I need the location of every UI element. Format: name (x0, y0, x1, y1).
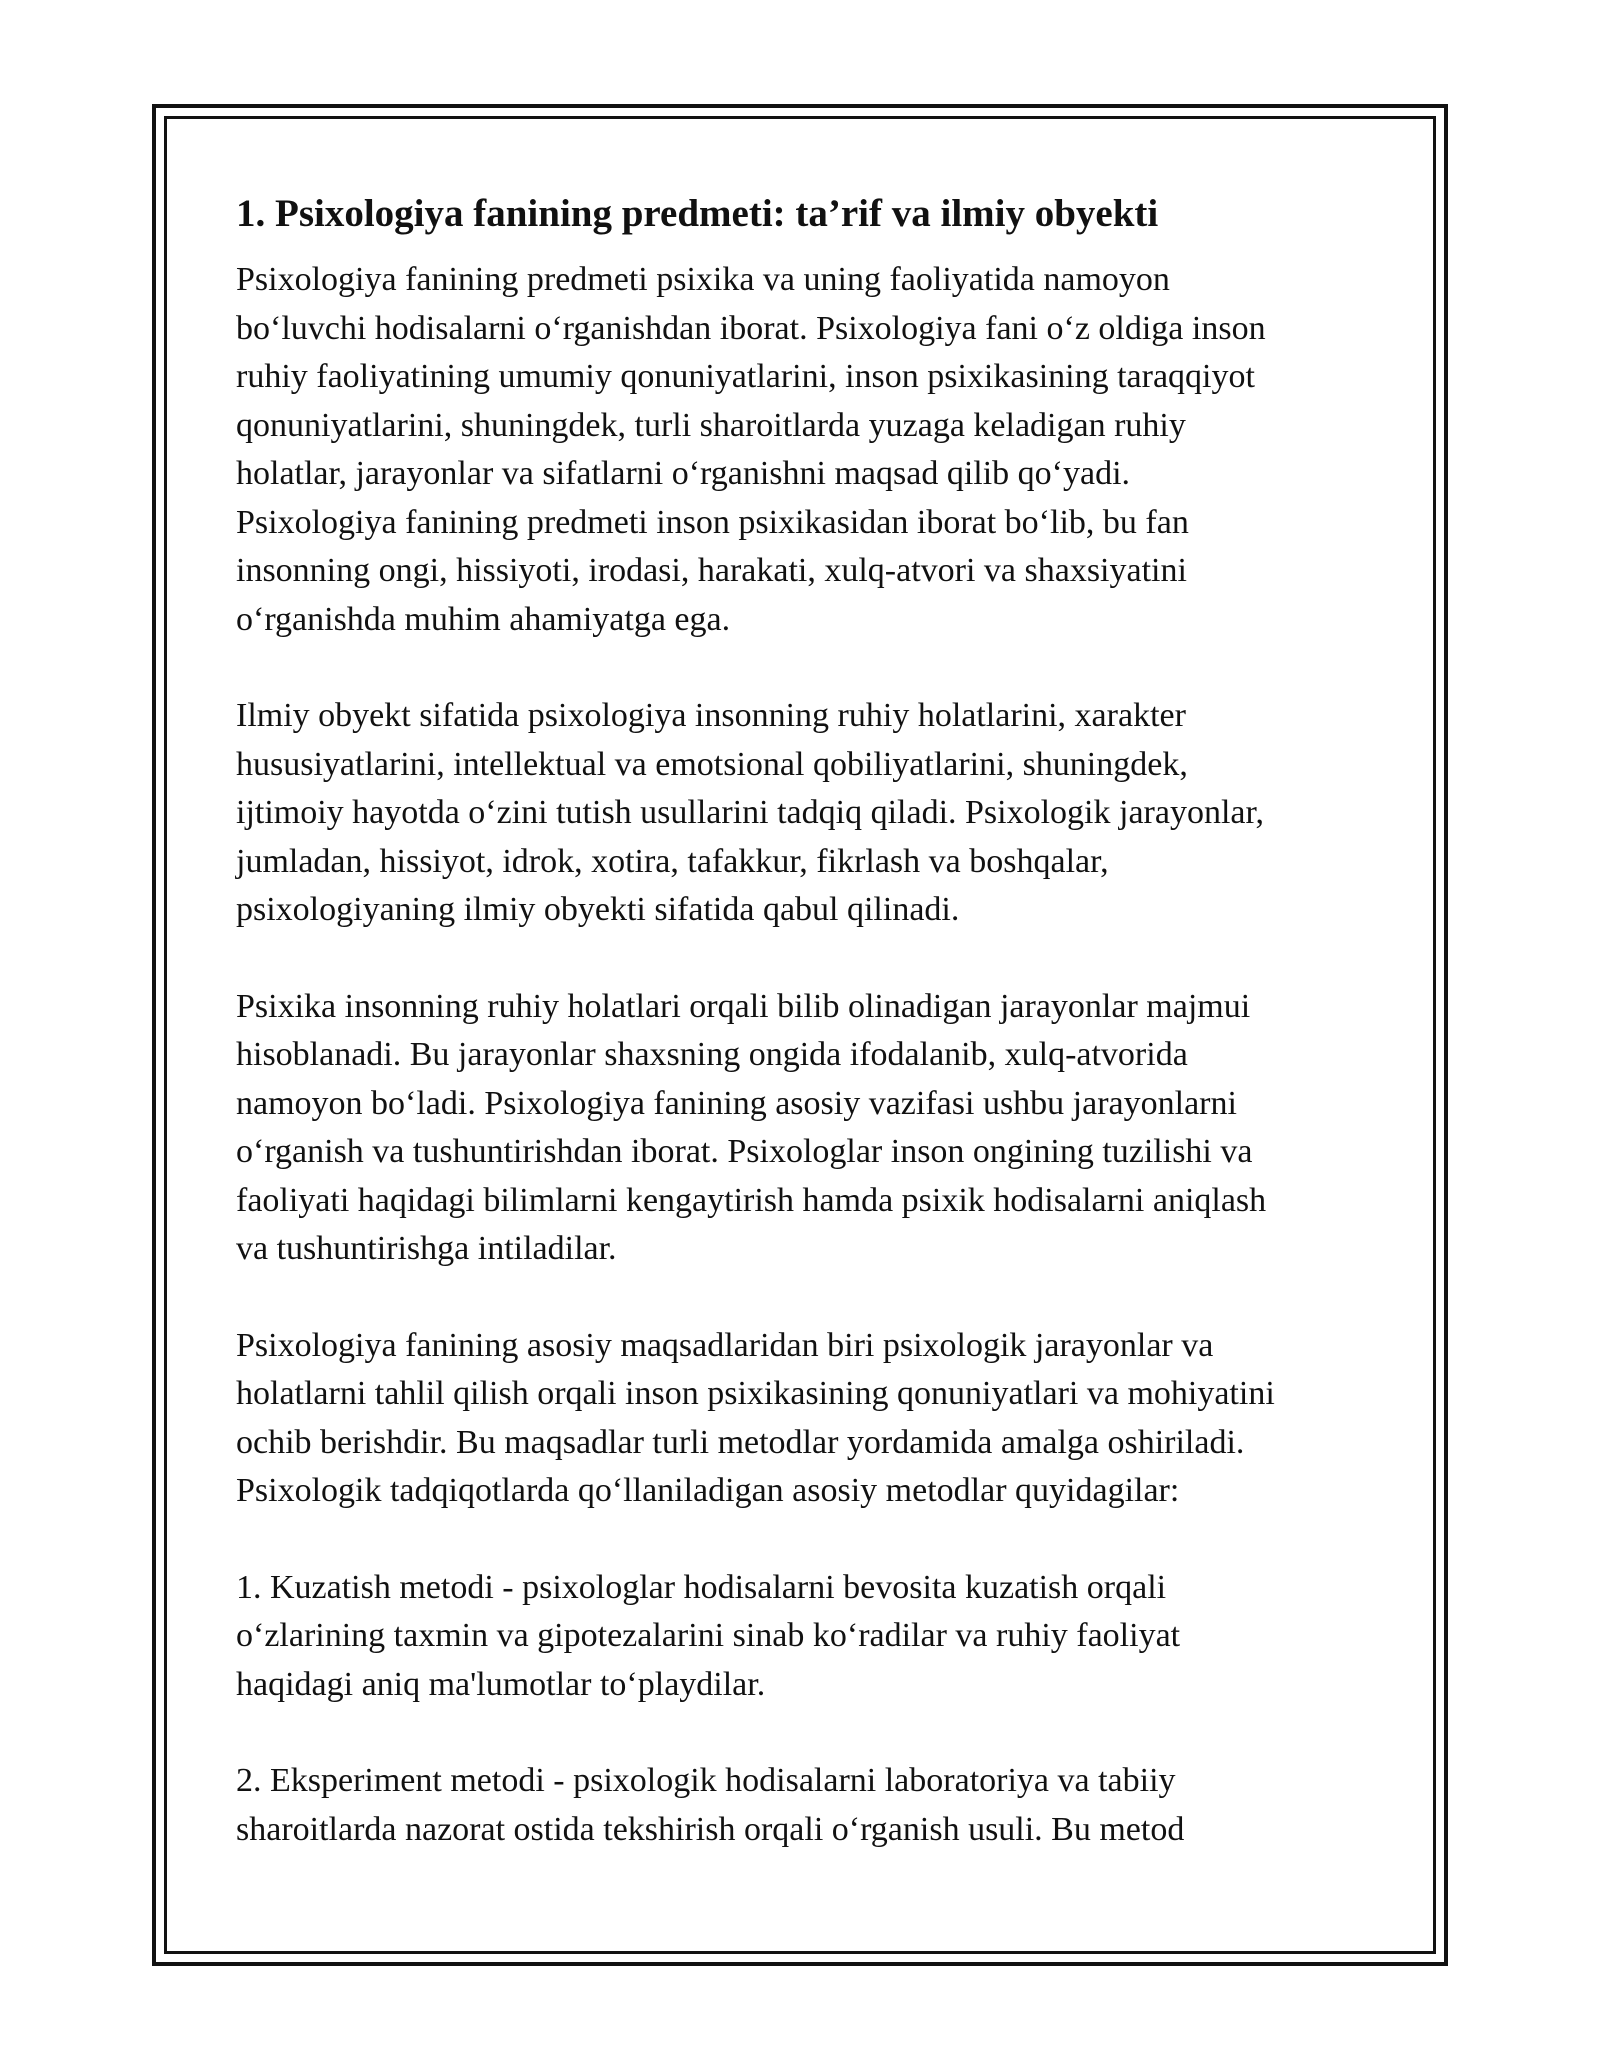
paragraph-1: Psixologiya fanining predmeti psixika va uning faoliyatida namoyon bo‘luvchi hodisalarni o‘rganishdan iborat. Psixologiya fani o‘z oldiga inson ruhiy faoliyatining umumiy qonuniyatlarini, inson psixikasining taraqqiyot qonuniyatlarini, shuningdek, turli sharoitlarda yuzaga keladigan ruhiy holatlar, jarayonlar va sifatlarni o‘rganishni maqsad qilib qo‘yadi. Psixologiya fanining predmeti inson psixikasidan iborat bo‘lib, bu fan insonning ongi, hissiyoti, irodasi, harakati, xulq-atvori va shaxsiyatini o‘rganishda muhim ahamiyatga ega. (236, 261, 1266, 638)
paragraph-3: Psixika insonning ruhiy holatlari orqali bilib olinadigan jarayonlar majmui hisoblanadi. Bu jarayonlar shaxsning ongida ifodalanib, xulq-atvorida namoyon bo‘ladi. Psixologiya fanining asosiy vazifasi ushbu jarayonlarni o‘rganish va tushuntirishdan iborat. Psixologlar inson ongining tuzilishi va faoliyati haqidagi bilimlarni kengaytirish hamda psixik hodisalarni aniqlash va tushuntirishga intiladilar. (236, 987, 1267, 1267)
list-item-experiment-method: 2. Eksperiment metodi - psixologik hodisalarni laboratoriya va tabiiy sharoitlarda nazorat ostida tekshirish orqali o‘rganish usuli. Bu metod (236, 1762, 1185, 1848)
paragraph-2: Ilmiy obyekt sifatida psixologiya insonning ruhiy holatlarini, xarakter hususiyatlarini, intellektual va emotsional qobiliyatlarini, shuningdek, ijtimoiy hayotda o‘zini tutish usullarini tadqiq qiladi. Psixologik jarayonlar, jumladan, hissiyot, idrok, xotira, tafakkur, fikrlash va boshqalar, psixologiyaning ilmiy obyekti sifatida qabul qilinadi. (236, 697, 1264, 928)
paragraph-4: Psixologiya fanining asosiy maqsadlaridan biri psixologik jarayonlar va holatlarni tahlil qilish orqali inson psixikasining qonuniyatlari va mohiyatini ochib berishdir. Bu maqsadlar turli metodlar yordamida amalga oshiriladi. Psixologik tadqiqotlarda qo‘llaniladigan asosiy metodlar quyidagilar: (236, 1326, 1275, 1509)
document-body (236, 188, 1376, 1902)
section-heading: 1. Psixologiya fanining predmeti: ta’rif va ilmiy obyekti (236, 192, 1159, 235)
list-item-observation-method: 1. Kuzatish metodi - psixologlar hodisalarni bevosita kuzatish orqali o‘zlarining taxmin va gipotezalarini sinab ko‘radilar va ruhiy faoliyat haqidagi aniq ma'lumotlar to‘playdilar. (236, 1568, 1181, 1703)
